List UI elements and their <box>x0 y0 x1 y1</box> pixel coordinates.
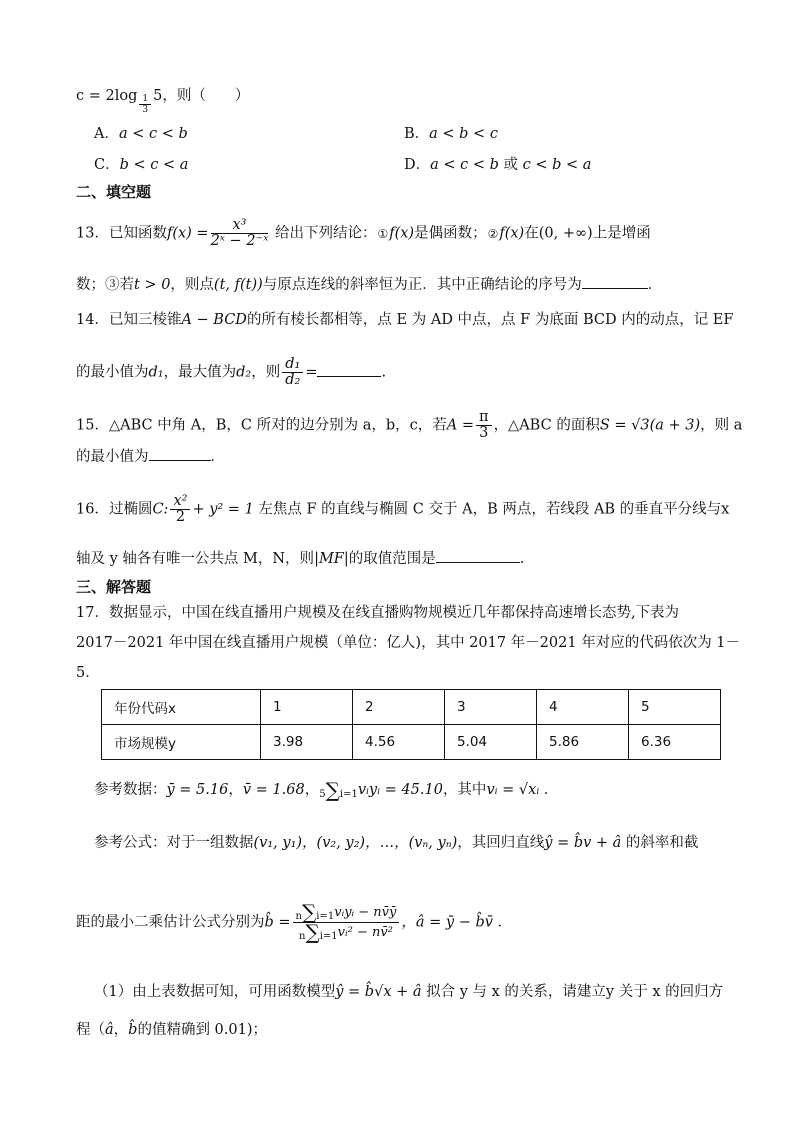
q16-answer-blank[interactable] <box>436 548 520 563</box>
part1-line1: （1）由上表数据可知，可用函数模型ŷ = b̂√x + â 拟合 y 与 x 的关系，请建立y 关于 x 的回归方 <box>94 984 724 1000</box>
q14-line2: 的最小值为d₁，最大值为d₂，则 $\frac{\text{d₁}}{\text{d₂}}$ = . <box>76 356 387 388</box>
option-b[interactable]: B．a < b < c <box>404 126 498 142</box>
option-a[interactable]: A．a < c < b <box>94 126 188 142</box>
table-cell: 2 <box>353 690 445 725</box>
part1-line2: 程（â，b̂的值精确到 0.01)； <box>76 1022 268 1038</box>
section-solutions: 三、解答题 <box>76 578 152 596</box>
table-cell: 3 <box>445 690 537 725</box>
table-cell: 市场规模y <box>102 725 261 760</box>
q15-line2: 的最小值为 ． <box>76 446 225 467</box>
q13-line2: 数；③若t > 0，则点(t, f(t))与原点连线的斜率恒为正．其中正确结论的序号为 ． <box>76 274 662 295</box>
reference-data: 参考数据：ȳ = 5.16，v̄ = 1.68，5∑i=1vᵢyᵢ = 45.10，其中vᵢ = √xᵢ ． <box>94 777 559 802</box>
table-cell: 5.86 <box>537 725 629 760</box>
table-cell: 1 <box>261 690 353 725</box>
q13-line1: 13．已知函数f(x) = $\frac{\text{x³}}{\text{2ˣ − 2⁻ˣ}}$ 给出下列结论：①f(x)是偶函数；②f(x)在(0, +∞)上是增函 <box>76 217 651 249</box>
table-cell: 6.36 <box>629 725 721 760</box>
option-c[interactable]: C．b < c < a <box>94 157 189 173</box>
table-row <box>102 725 721 760</box>
q17-line1: 17．数据显示，中国在线直播用户规模及在线直播购物规模近几年都保持高速增长态势,下表为 <box>76 605 680 621</box>
q17-line3: 5． <box>76 665 100 681</box>
table-cell: 年份代码x <box>102 690 261 725</box>
q16-line1: 16．过椭圆C: $\frac{\text{x²}}{2}$ + y² = 1 左焦点 F 的直线与椭圆 C 交于 A，B 两点，若线段 AB 的垂直平分线与x <box>76 493 730 525</box>
q15-line1: 15．△ABC 中角 A，B，C 所对的边分别为 a，b，c，若A = $\frac{\pi}{3}$ ，△ABC 的面积S = √3(a + 3)，则 a <box>76 409 743 441</box>
table-cell: 4 <box>537 690 629 725</box>
q14-line1: 14．已知三棱锥A − BCD的所有棱长都相等，点 E 为 AD 中点，点 F 为底面 BCD 内的动点，记 EF <box>76 312 734 328</box>
table-cell: 5.04 <box>445 725 537 760</box>
q17-line2: 2017－2021 年中国在线直播用户规模（单位：亿人)，其中 2017 年－2021 年对应的代码依次为 1－ <box>76 635 741 651</box>
table-cell: 3.98 <box>261 725 353 760</box>
section-fill-in: 二、填空题 <box>76 183 152 201</box>
reference-formula: 参考公式：对于一组数据(v₁, y₁)，(v₂, y₂)，…，(vₙ, yₙ)，其回归直线ŷ = b̂v + â 的斜率和截 <box>94 835 699 851</box>
least-squares-formula: 距的最小二乘估计公式分别为b̂ = $\frac{\text{n∑i=1vᵢyᵢ − nv̄ȳ}}{\text{n∑i=1vᵢ² − nv̄²}}$ ，â = ȳ − b̂v̄ ． <box>76 900 513 944</box>
data-table <box>101 689 721 760</box>
table-cell: 4.56 <box>353 725 445 760</box>
q13-answer-blank[interactable] <box>582 274 648 289</box>
c-expression: c = 2log $\frac{1}{3}$ 5 <box>76 88 163 115</box>
q12-stem: c = 2log $\frac{1}{3}$ 5，则（ ） <box>76 88 250 115</box>
q15-answer-blank[interactable] <box>149 446 211 461</box>
table-cell: 5 <box>629 690 721 725</box>
table-row <box>102 690 721 725</box>
option-d[interactable]: D．a < c < b 或 c < b < a <box>404 157 592 173</box>
q14-answer-blank[interactable] <box>317 362 381 377</box>
q16-line2: 轴及 y 轴各有唯一公共点 M，N，则|MF|的取值范围是 . <box>76 548 524 569</box>
